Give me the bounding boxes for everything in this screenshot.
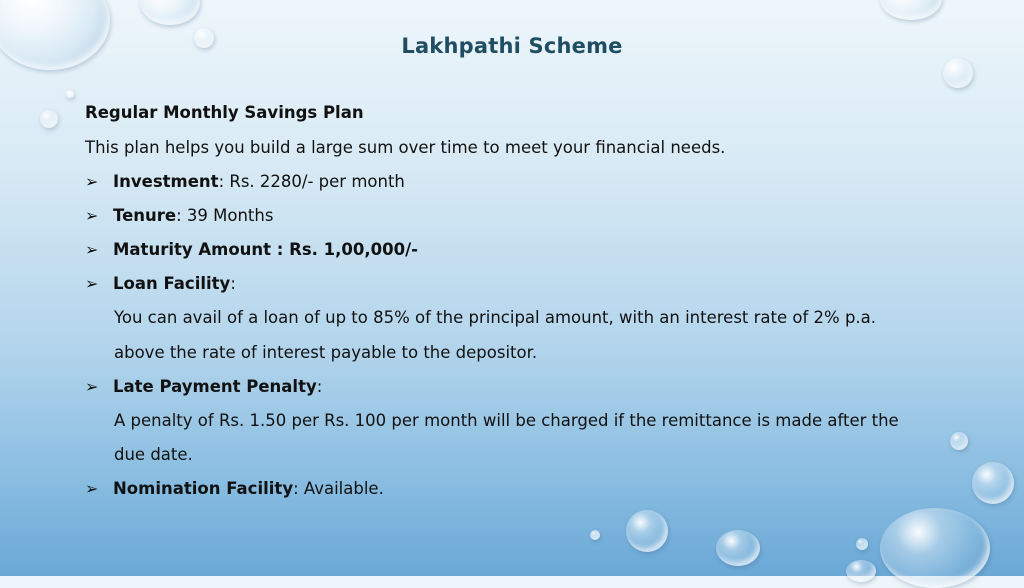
bullet-label: Tenure <box>113 206 177 225</box>
bullet-label: Nomination Facility <box>113 479 294 498</box>
water-drop-decoration <box>880 0 942 20</box>
arrow-bullet-icon: ➢ <box>85 172 99 191</box>
bullet-label: Late Payment Penalty <box>113 377 317 396</box>
loan-facility-detail-line: above the rate of interest payable to the depositor. <box>114 343 538 362</box>
arrow-bullet-icon: ➢ <box>85 206 99 225</box>
bullet-separator: : <box>293 479 299 498</box>
penalty-detail-line: due date. <box>114 445 193 464</box>
water-drop-decoration <box>590 530 600 540</box>
bullet-separator: : <box>176 206 182 225</box>
bullet-tenure <box>85 206 273 225</box>
water-drop-decoration <box>972 462 1014 504</box>
arrow-bullet-icon: ➢ <box>85 377 99 396</box>
bullet-label: Maturity Amount : Rs. 1,00,000/- <box>113 240 418 259</box>
bullet-value: 39 Months <box>181 206 274 225</box>
water-drop-decoration <box>626 510 668 552</box>
loan-facility-detail-line: You can avail of a loan of up to 85% of the principal amount, with an interest rate of 2% p.a. <box>114 308 877 327</box>
water-drop-decoration <box>66 90 74 98</box>
bullet-label: Investment <box>113 172 219 191</box>
arrow-bullet-icon: ➢ <box>85 274 99 293</box>
water-drop-decoration <box>846 560 876 582</box>
water-drop-decoration <box>716 530 760 566</box>
bullet-label: Loan Facility <box>113 274 231 293</box>
water-drop-decoration <box>856 538 868 550</box>
bullet-loan-facility <box>85 274 236 293</box>
intro-text: This plan helps you build a large sum over time to meet your financial needs. <box>85 138 726 157</box>
arrow-bullet-icon: ➢ <box>85 240 99 259</box>
water-drop-decoration <box>880 508 990 588</box>
bullet-value: Available. <box>298 479 384 498</box>
water-drop-decoration <box>943 58 973 88</box>
bullet-separator: : <box>316 377 323 396</box>
subtitle: Regular Monthly Savings Plan <box>85 103 364 122</box>
bullet-nomination-facility <box>85 479 384 498</box>
slide-title: Lakhpathi Scheme <box>401 34 623 58</box>
bullet-separator: : <box>218 172 225 191</box>
water-drop-decoration <box>140 0 200 25</box>
bullet-separator: : <box>230 274 236 293</box>
bullet-late-payment-penalty <box>85 377 322 396</box>
arrow-bullet-icon: ➢ <box>85 479 99 498</box>
penalty-detail-line: A penalty of Rs. 1.50 per Rs. 100 per month will be charged if the remittance is made after the <box>114 411 899 430</box>
bullet-maturity-amount <box>85 240 418 259</box>
water-drop-decoration <box>40 110 58 128</box>
bullet-investment <box>85 172 405 191</box>
water-drop-decoration <box>950 432 968 450</box>
bullet-value: Rs. 2280/- per month <box>224 172 405 191</box>
